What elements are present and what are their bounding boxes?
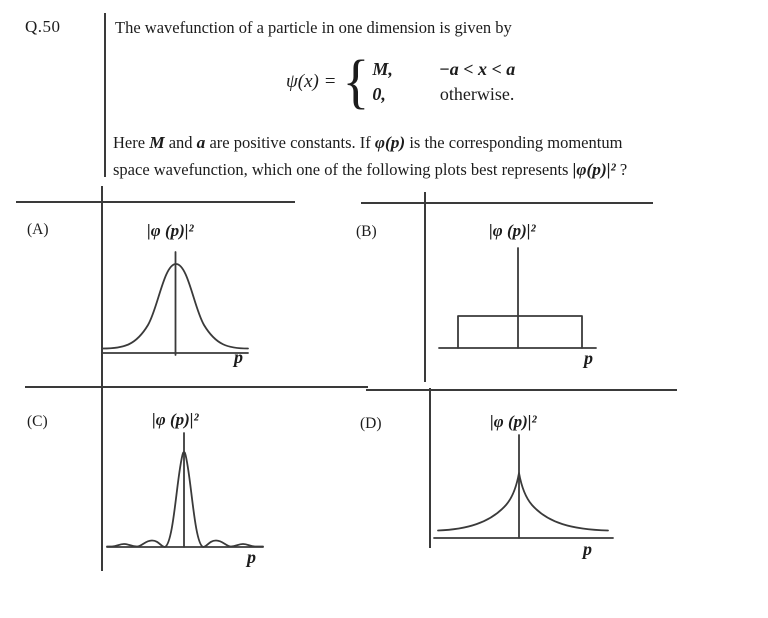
equation-condition-1: −a < x < a (438, 59, 516, 79)
top-rule-right-segment (361, 202, 653, 204)
plot-d-ylabel: |φ (p)|² (490, 412, 537, 431)
equation-conditions-column (439, 57, 515, 107)
option-b-label: (B) (356, 223, 377, 240)
equation-condition-2: otherwise. (439, 84, 515, 104)
equation-lhs: ψ(x) = (286, 71, 337, 92)
plot-c-curve (107, 452, 263, 547)
top-rule-left-segment (16, 201, 295, 203)
text-run: is the corresponding momentum (405, 133, 623, 152)
plot-c-sinc-squared-curve (104, 430, 266, 554)
column-divider-b (424, 192, 426, 382)
plot-a-gaussian-curve (100, 246, 252, 358)
inline-math: φ(p) (374, 133, 406, 152)
question-intro-text: The wavefunction of a particle in one dimension is given by (115, 18, 512, 37)
plot-c-ylabel: |φ (p)|² (152, 410, 199, 429)
column-divider-d (429, 388, 431, 548)
plot-d-curve (438, 473, 608, 531)
text-run: space wavefunction, which one of the following plots best represents (113, 160, 573, 179)
inline-math: a (196, 133, 206, 152)
text-run: Here (113, 133, 150, 152)
plot-a-xlabel: p (234, 347, 243, 367)
question-divider-line (104, 13, 106, 177)
middle-rule-left-segment (25, 386, 368, 388)
equation-values-column (372, 57, 393, 107)
inline-math: M (149, 133, 165, 152)
equation-brace: { (342, 48, 370, 116)
plot-c-xlabel: p (247, 547, 256, 567)
text-run: and (164, 133, 197, 152)
text-run: are positive constants. If (205, 133, 375, 152)
question-body-line-2 (113, 160, 627, 180)
option-d-label: (D) (360, 415, 382, 432)
plot-b-curve (458, 316, 582, 348)
middle-rule-right-segment (366, 389, 677, 391)
inline-math: |φ(p)|² (572, 160, 616, 179)
plot-b-box-curve (436, 246, 601, 358)
option-c-label: (C) (27, 413, 48, 430)
question-number: Q.50 (25, 17, 61, 36)
plot-d-cusp-curve (432, 432, 617, 550)
plot-d-xlabel: p (583, 539, 592, 559)
text-run: ? (615, 160, 628, 179)
plot-b-ylabel: |φ (p)|² (489, 221, 536, 240)
wavefunction-equation (286, 48, 516, 116)
plot-a-ylabel: |φ (p)|² (147, 221, 194, 240)
option-a-label: (A) (27, 221, 49, 238)
question-body-line-1 (113, 133, 622, 153)
equation-value-1: M, (372, 59, 393, 79)
plot-b-xlabel: p (584, 348, 593, 368)
equation-value-2: 0, (372, 84, 386, 104)
column-divider-a-c (101, 186, 103, 571)
